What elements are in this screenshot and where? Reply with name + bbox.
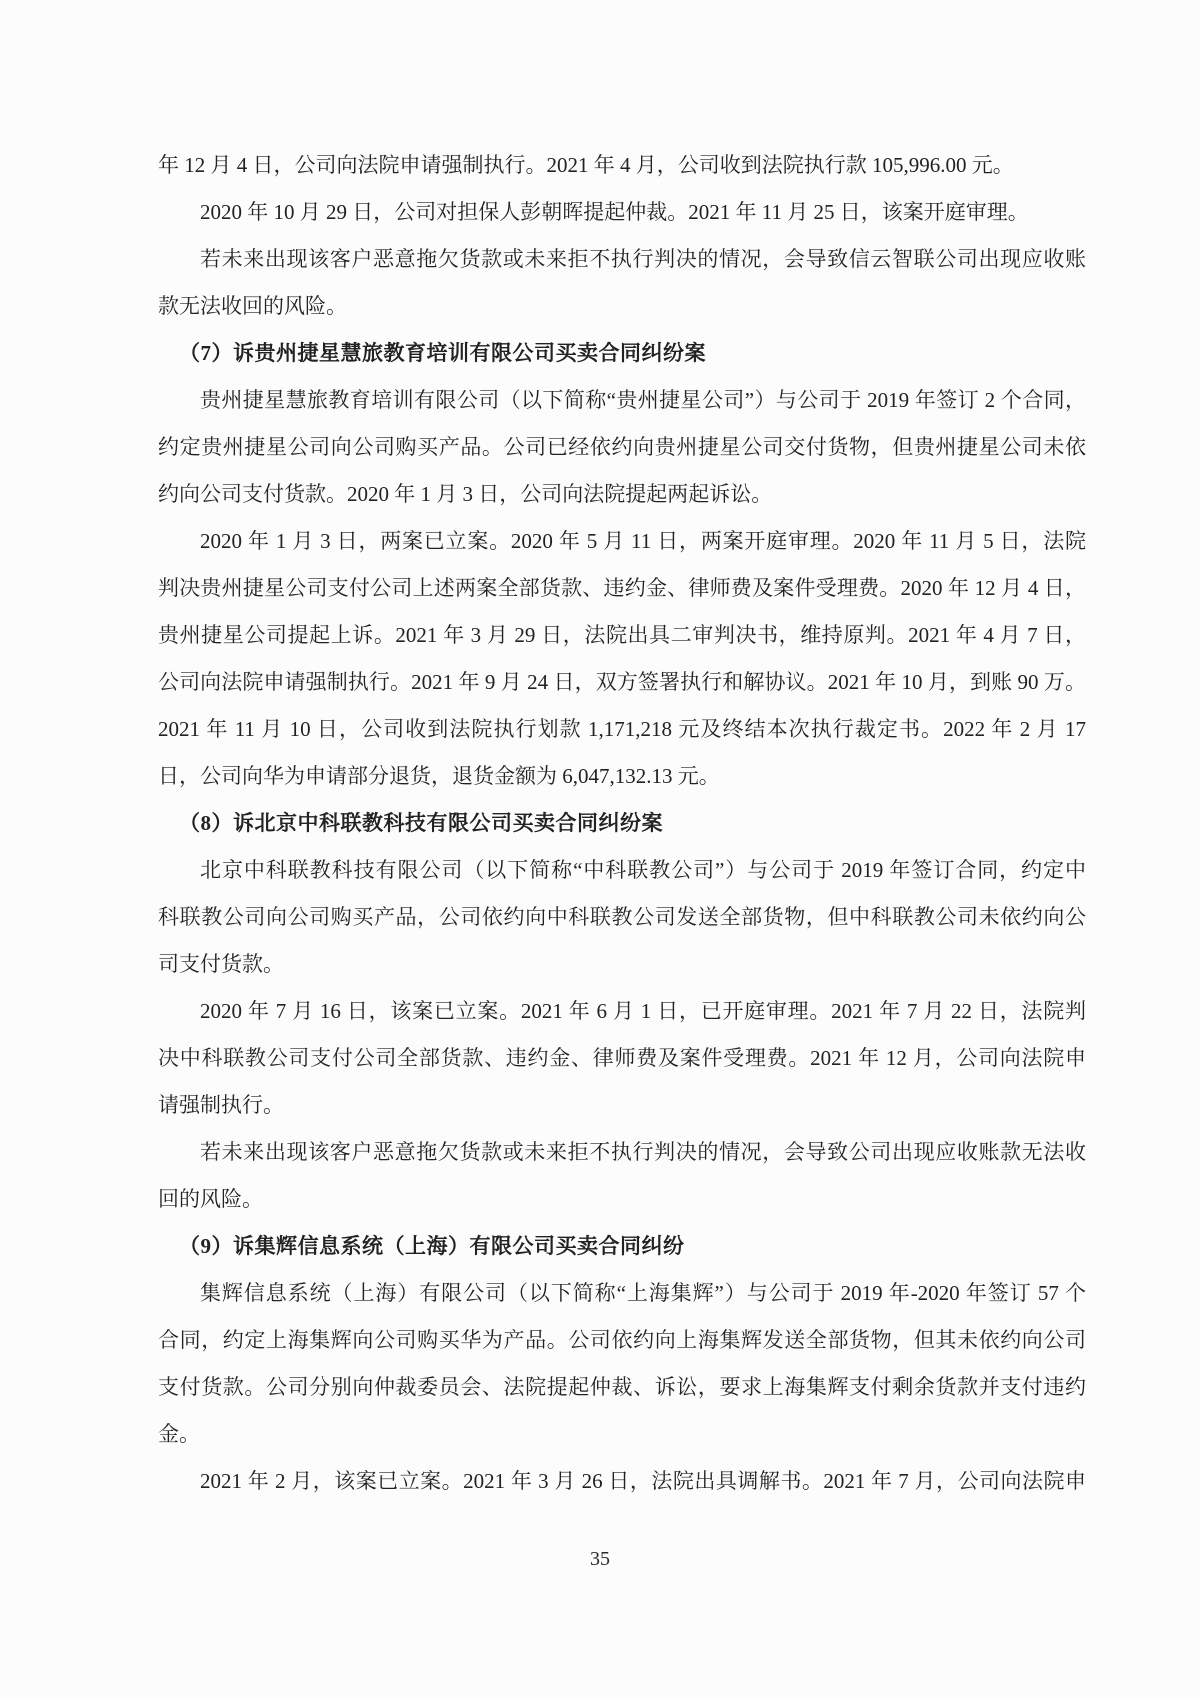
text-line: 2020 年 1 月 3 日，两案已立案。2020 年 5 月 11 日，两案开庭审理。2020 年 11 月 5 日，法院	[200, 529, 1086, 553]
paragraph	[158, 1458, 1086, 1505]
heading-line: （8）诉北京中科联教科技有限公司买卖合同纠纷案	[179, 811, 663, 835]
section-heading	[158, 1223, 1086, 1270]
paragraph	[158, 1270, 1086, 1458]
heading-line: （7）诉贵州捷星慧旅教育培训有限公司买卖合同纠纷案	[179, 341, 706, 365]
text-line: 科联教公司向公司购买产品，公司依约向中科联教公司发送全部货物，但中科联教公司未依约向公	[158, 905, 1086, 929]
text-line: 2021 年 2 月，该案已立案。2021 年 3 月 26 日，法院出具调解书。2021 年 7 月，公司向法院申	[200, 1469, 1086, 1493]
paragraph	[158, 377, 1086, 518]
paragraph	[158, 1129, 1086, 1223]
text-line: 年 12 月 4 日，公司向法院申请强制执行。2021 年 4 月，公司收到法院执行款 105,996.00 元。	[158, 153, 1014, 177]
paragraph	[158, 142, 1086, 189]
text-line: 2020 年 10 月 29 日，公司对担保人彭朝晖提起仲裁。2021 年 11 月 25 日，该案开庭审理。	[200, 200, 1029, 224]
text-line: 北京中科联教科技有限公司（以下简称“中科联教公司”）与公司于 2019 年签订合同，约定中	[200, 858, 1086, 882]
section-heading	[158, 800, 1086, 847]
text-line: 合同，约定上海集辉向公司购买华为产品。公司依约向上海集辉发送全部货物，但其未依约向公司	[158, 1328, 1086, 1352]
paragraph	[158, 988, 1086, 1129]
paragraph	[158, 518, 1086, 800]
text-line: 贵州捷星慧旅教育培训有限公司（以下简称“贵州捷星公司”）与公司于 2019 年签订 2 个合同，	[200, 388, 1086, 412]
text-line: 贵州捷星公司提起上诉。2021 年 3 月 29 日，法院出具二审判决书，维持原判。2021 年 4 月 7 日，	[158, 623, 1086, 647]
document-text	[158, 142, 1086, 1505]
text-line: 决中科联教公司支付公司全部货款、违约金、律师费及案件受理费。2021 年 12 月，公司向法院申	[158, 1046, 1086, 1070]
text-line: 回的风险。	[158, 1187, 263, 1211]
text-line: 若未来出现该客户恶意拖欠货款或未来拒不执行判决的情况，会导致公司出现应收账款无法收	[200, 1140, 1086, 1164]
text-line: 支付货款。公司分别向仲裁委员会、法院提起仲裁、诉讼，要求上海集辉支付剩余货款并支付违约	[158, 1375, 1086, 1399]
text-line: 司支付货款。	[158, 952, 284, 976]
heading-line: （9）诉集辉信息系统（上海）有限公司买卖合同纠纷	[179, 1234, 685, 1258]
text-line: 约向公司支付货款。2020 年 1 月 3 日，公司向法院提起两起诉讼。	[158, 482, 773, 506]
text-line: 日，公司向华为申请部分退货，退货金额为 6,047,132.13 元。	[158, 764, 720, 788]
text-line: 公司向法院申请强制执行。2021 年 9 月 24 日，双方签署执行和解协议。2021 年 10 月，到账 90 万。	[158, 670, 1086, 694]
page-number: 35	[590, 1548, 610, 1570]
text-line: 2021 年 11 月 10 日，公司收到法院执行划款 1,171,218 元及终结本次执行裁定书。2022 年 2 月 17	[158, 717, 1086, 741]
paragraph	[158, 189, 1086, 236]
section-heading	[158, 330, 1086, 377]
text-line: 请强制执行。	[158, 1093, 284, 1117]
text-line: 若未来出现该客户恶意拖欠货款或未来拒不执行判决的情况，会导致信云智联公司出现应收账	[200, 247, 1086, 271]
text-line: 2020 年 7 月 16 日，该案已立案。2021 年 6 月 1 日，已开庭审理。2021 年 7 月 22 日，法院判	[200, 999, 1086, 1023]
paragraph	[158, 236, 1086, 330]
text-line: 款无法收回的风险。	[158, 294, 347, 318]
text-line: 约定贵州捷星公司向公司购买产品。公司已经依约向贵州捷星公司交付货物，但贵州捷星公司未依	[158, 435, 1086, 459]
text-line: 判决贵州捷星公司支付公司上述两案全部货款、违约金、律师费及案件受理费。2020 年 12 月 4 日，	[158, 576, 1086, 600]
text-line: 集辉信息系统（上海）有限公司（以下简称“上海集辉”）与公司于 2019 年-2020 年签订 57 个	[200, 1281, 1086, 1305]
paragraph	[158, 847, 1086, 988]
text-line: 金。	[158, 1422, 200, 1446]
